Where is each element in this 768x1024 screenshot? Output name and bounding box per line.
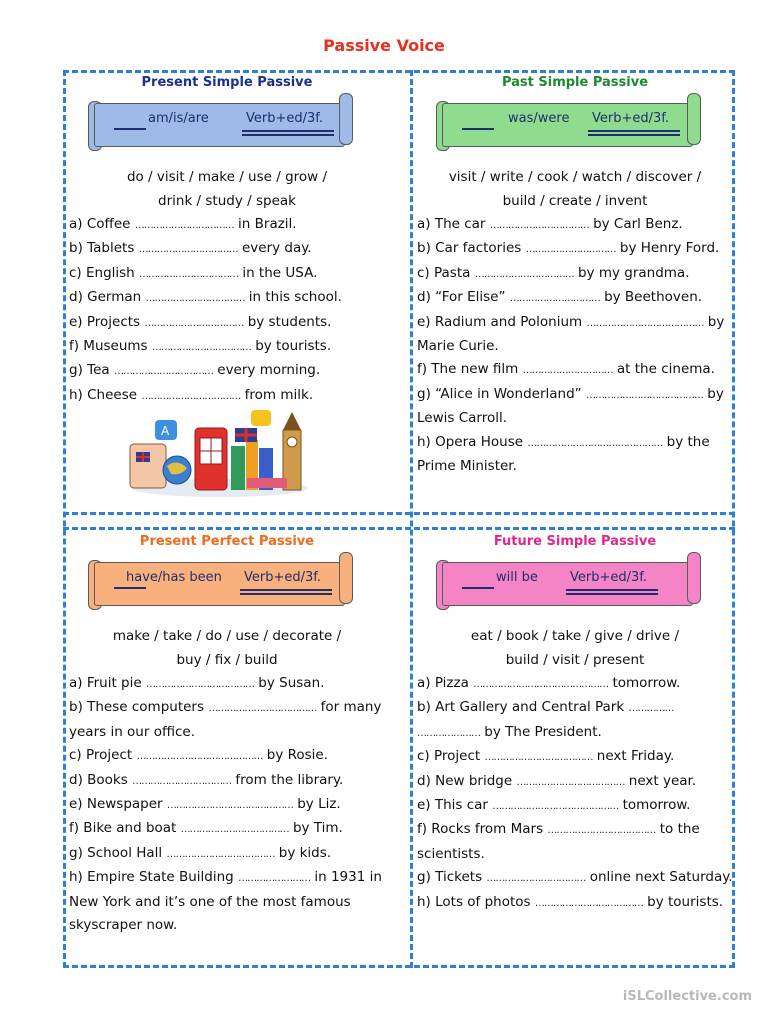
exercise-subject: c) Project: [69, 747, 133, 764]
exercise-subject: c) Project: [417, 748, 481, 765]
answer-blank[interactable]: ……………………………………: [492, 801, 619, 813]
exercise-subject: b) Art Gallery and Central Park: [417, 699, 625, 716]
formula-scroll: [88, 99, 353, 151]
exercise-subject: f) The new film: [417, 361, 519, 378]
answer-blank[interactable]: ………………………………: [208, 703, 317, 715]
exercise-item: [68, 213, 386, 237]
exercise-item: [416, 262, 734, 286]
verb-bank: [416, 624, 734, 672]
exercise-ending: by Lewis Carroll.: [417, 385, 724, 427]
exercise-ending: in 1931 in New York and it’s one of the most famous skyscraper now.: [69, 869, 382, 934]
exercise-subject: a) Pizza: [417, 675, 469, 691]
vertical-divider: [410, 70, 413, 968]
section-present-perfect: [68, 532, 386, 937]
exercise-ending: next Friday.: [596, 748, 675, 765]
exercise-ending: by students.: [247, 313, 332, 330]
exercise-ending: in the USA.: [242, 264, 318, 281]
formula-scroll: [436, 99, 701, 151]
exercise-subject: d) “For Elise”: [417, 289, 506, 306]
exercise-subject: g) Tickets: [417, 869, 483, 886]
exercise-ending: next year.: [628, 772, 697, 789]
exercise-item: [416, 213, 734, 237]
section-title: Future Simple Passive: [493, 534, 657, 549]
exercise-subject: g) “Alice in Wonderland”: [417, 385, 582, 402]
answer-blank[interactable]: ………………………………: [166, 848, 275, 860]
verb-form: Verb+ed/3f.: [570, 570, 648, 585]
answer-blank[interactable]: ……………………………: [141, 390, 241, 402]
exercise-subject: a) Fruit pie: [69, 675, 142, 691]
verb-bank-line: buy / fix / build: [176, 652, 278, 668]
section-title: Present Perfect Passive: [139, 534, 315, 549]
exercise-subject: a) The car: [417, 216, 486, 232]
exercise-item: [68, 866, 386, 937]
answer-blank[interactable]: ………………………………: [484, 752, 593, 764]
book: [247, 478, 287, 488]
answer-blank[interactable]: ………………………………: [180, 824, 289, 836]
verb-form: Verb+ed/3f.: [244, 570, 322, 585]
exercise-ending: online next Saturday.: [589, 869, 733, 886]
exercise-subject: e) Newspaper: [69, 796, 163, 813]
svg-text:A: A: [161, 424, 170, 438]
exercise-subject: d) New bridge: [417, 772, 513, 789]
exercise-ending: every morning.: [217, 362, 321, 379]
section-past-simple: [416, 73, 734, 478]
answer-blank[interactable]: …………………………: [525, 244, 616, 256]
answer-blank[interactable]: ……………………: [238, 873, 311, 885]
answer-blank[interactable]: ……………………………: [134, 220, 234, 231]
answer-blank[interactable]: ……………………………: [132, 775, 232, 787]
exercise-ending: by my grandma.: [577, 264, 690, 281]
exercise-ending: in this school.: [248, 289, 342, 306]
exercise-item: [68, 311, 386, 335]
section-future-simple: [416, 532, 734, 915]
exercise-ending: by kids.: [278, 844, 332, 861]
exercise-subject: d) German: [69, 289, 142, 306]
exercise-item: [68, 744, 386, 768]
exercise-subject: d) Books: [69, 771, 128, 788]
exercise-ending: by The President.: [484, 723, 602, 740]
answer-blank[interactable]: ……………………………: [474, 268, 574, 280]
exercise-ending: by Beethoven.: [604, 289, 703, 306]
exercise-ending: by Tim.: [292, 820, 343, 837]
exercise-item: [68, 384, 386, 408]
verb-bank: [68, 624, 386, 672]
subject-blank: [114, 128, 146, 130]
footer-watermark: iSLCollective.com: [622, 989, 752, 1004]
answer-blank[interactable]: ………………………………: [516, 776, 625, 788]
auxiliary-verb: have/has been: [126, 570, 222, 585]
answer-blank[interactable]: ……………………………: [151, 342, 251, 354]
exercise-ending: in Brazil.: [238, 216, 297, 232]
answer-blank[interactable]: ……………………………: [144, 317, 244, 329]
exercise-subject: f) Museums: [69, 338, 148, 355]
exercise-ending: from the library.: [235, 771, 344, 788]
exercise-ending: from milk.: [244, 386, 314, 403]
auxiliary-verb: am/is/are: [148, 111, 209, 126]
answer-blank[interactable]: …………………………………: [586, 317, 704, 329]
exercise-item: [416, 383, 734, 431]
verb-bank-line: do / visit / make / use / grow /: [126, 169, 328, 185]
verb-bank-line: build / visit / present: [505, 652, 645, 668]
speech-bubble: [251, 410, 271, 426]
answer-blank[interactable]: …………… …………………: [417, 703, 674, 739]
exercise-item: [68, 335, 386, 359]
formula-scroll: [88, 558, 353, 610]
exercise-item: [416, 237, 734, 261]
exercise-item: [68, 696, 386, 744]
answer-blank[interactable]: ……………………………………: [166, 800, 293, 812]
exercise-item: [416, 745, 734, 769]
answer-blank[interactable]: ……………………………………: [136, 751, 263, 763]
exercise-ending: tomorrow.: [622, 797, 691, 814]
london-illustration: [125, 408, 315, 498]
exercise-item: [416, 696, 734, 745]
horizontal-divider: [63, 512, 735, 515]
exercise-subject: b) These computers: [69, 699, 205, 716]
answer-blank[interactable]: ……………………………: [138, 244, 238, 256]
exercise-item: [68, 817, 386, 841]
exercise-subject: e) This car: [417, 797, 488, 814]
verb-bank: [68, 165, 386, 213]
exercise-ending: by tourists.: [647, 893, 724, 910]
exercise-ending: by Liz.: [297, 796, 341, 813]
verb-bank-line: build / create / invent: [502, 193, 648, 209]
answer-blank[interactable]: ………………………………………: [527, 437, 663, 449]
exercise-item: [68, 237, 386, 261]
answer-blank[interactable]: ………………………………………: [473, 679, 609, 690]
exercise-item: [416, 286, 734, 310]
exercise-ending: tomorrow.: [612, 675, 681, 691]
exercise-ending: by Carl Benz.: [593, 216, 683, 232]
exercise-subject: h) Opera House: [417, 433, 524, 450]
subject-blank: [114, 587, 146, 589]
section-title: Past Simple Passive: [501, 75, 649, 90]
formula-scroll: [436, 558, 701, 610]
exercise-subject: h) Cheese: [69, 386, 138, 403]
exercise-item: [68, 672, 386, 696]
exercise-subject: a) Coffee: [69, 216, 131, 232]
subject-blank: [462, 587, 494, 589]
verb-bank-line: drink / study / speak: [158, 193, 296, 209]
subject-blank: [462, 128, 494, 130]
exercise-subject: h) Empire State Building: [69, 869, 234, 886]
exercise-subject: e) Radium and Polonium: [417, 313, 583, 330]
exercise-subject: f) Rocks from Mars: [417, 821, 544, 838]
exercise-subject: f) Bike and boat: [69, 820, 177, 837]
auxiliary-verb: will be: [496, 570, 538, 585]
exercise-item: [416, 818, 734, 866]
auxiliary-verb: was/were: [508, 111, 570, 126]
answer-blank[interactable]: …………………………: [509, 293, 600, 305]
answer-blank[interactable]: ……………………………: [139, 268, 239, 280]
exercise-item: [416, 866, 734, 890]
exercise-item: [68, 359, 386, 383]
exercise-ending: to the scientists.: [417, 821, 700, 862]
answer-blank[interactable]: ……………………………: [145, 293, 245, 305]
exercise-item: [68, 769, 386, 793]
verb-form: Verb+ed/3f.: [246, 111, 324, 126]
exercise-item: [416, 311, 734, 359]
exercise-item: [68, 842, 386, 866]
answer-blank[interactable]: ……………………………: [113, 366, 213, 378]
section-title: Present Simple Passive: [141, 75, 313, 90]
exercise-ending: by Susan.: [258, 675, 325, 691]
exercise-subject: c) Pasta: [417, 264, 471, 281]
exercise-subject: h) Lots of photos: [417, 893, 531, 910]
exercise-subject: b) Tablets: [69, 240, 135, 257]
exercise-item: [416, 358, 734, 382]
exercise-subject: c) English: [69, 264, 135, 281]
answer-blank[interactable]: …………………………………: [585, 389, 703, 401]
exercise-item: [68, 286, 386, 310]
answer-blank[interactable]: …………………………: [522, 365, 613, 377]
exercise-item: [416, 672, 734, 696]
verb-bank-line: make / take / do / use / decorate /: [112, 628, 342, 644]
exercise-ending: every day.: [241, 240, 312, 257]
exercise-ending: by Marie Curie.: [417, 313, 725, 355]
verb-form: Verb+ed/3f.: [592, 111, 670, 126]
exercise-ending: by Rosie.: [266, 747, 329, 764]
horizontal-divider: [63, 527, 735, 530]
page-title: Passive Voice: [323, 36, 445, 55]
answer-blank[interactable]: ………………………………: [534, 897, 643, 909]
book: [231, 446, 245, 490]
exercise-item: [416, 794, 734, 818]
answer-blank[interactable]: ………………………………: [547, 825, 656, 837]
exercise-item: [416, 891, 734, 915]
exercise-subject: g) School Hall: [69, 844, 163, 861]
exercise-ending: by Henry Ford.: [619, 240, 720, 257]
exercise-item: [416, 770, 734, 794]
exercise-ending: at the cinema.: [616, 361, 715, 378]
exercise-item: [68, 793, 386, 817]
exercise-ending: for many years in our office.: [69, 699, 382, 740]
verb-bank: [416, 165, 734, 213]
exercise-item: [416, 431, 734, 479]
suitcase: [130, 444, 166, 488]
answer-blank[interactable]: ………………………………: [145, 679, 254, 690]
exercise-ending: by the Prime Minister.: [417, 433, 710, 475]
section-present-simple: [68, 73, 386, 408]
verb-bank-line: visit / write / cook / watch / discover /: [448, 169, 702, 185]
verb-bank-line: eat / book / take / give / drive /: [470, 628, 680, 644]
exercise-subject: e) Projects: [69, 313, 141, 330]
answer-blank[interactable]: ……………………………: [489, 220, 589, 231]
exercise-ending: by tourists.: [255, 338, 332, 355]
exercise-subject: b) Car factories: [417, 240, 522, 257]
answer-blank[interactable]: ……………………………: [486, 873, 586, 885]
exercise-item: [68, 262, 386, 286]
exercise-subject: g) Tea: [69, 362, 110, 379]
